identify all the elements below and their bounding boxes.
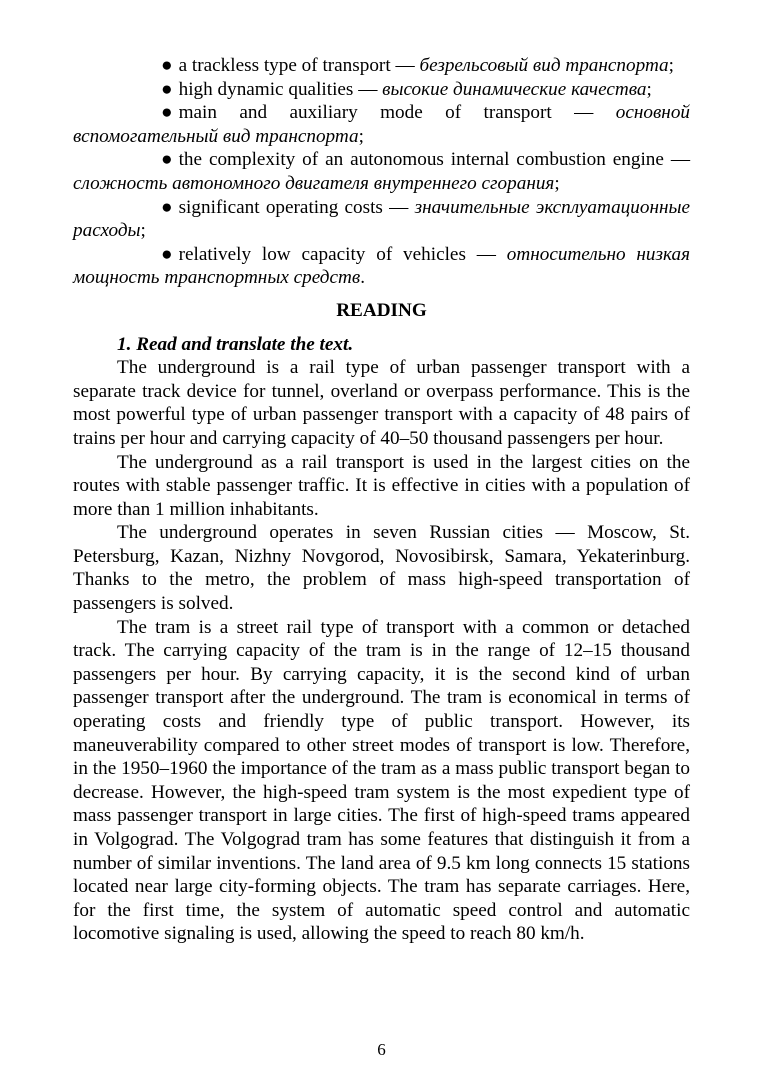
page-content xyxy=(73,54,690,946)
paragraph: The underground is a rail type of urban passenger transport with a separate track device for tunnel, overland or overpass performance. This is the most powerful type of urban passenger transport with a capacity of 48 pairs of trains per hour and carrying capacity of 40–50 thousand passengers per hour. xyxy=(73,357,690,449)
vocab-end: ; xyxy=(646,78,652,100)
vocab-russian: высокие динамические качества xyxy=(382,78,647,100)
vocab-end: ; xyxy=(140,220,146,242)
vocab-russian: значительные эксплуатационные расходы xyxy=(73,196,690,242)
vocab-end: . xyxy=(360,267,365,289)
vocab-end: ; xyxy=(358,125,364,147)
vocab-end: ; xyxy=(554,172,560,194)
vocab-dash: — xyxy=(382,196,415,218)
task-instruction: 1. Read and translate the text. xyxy=(117,333,354,355)
bullet-icon: ● xyxy=(161,243,173,265)
vocab-english: a trackless type of transport xyxy=(178,55,391,76)
reading-text xyxy=(73,356,690,946)
vocab-dash: — xyxy=(551,102,616,124)
vocab-dash: — xyxy=(390,55,420,76)
bullet-icon: ● xyxy=(161,149,173,171)
bullet-icon: ● xyxy=(161,55,173,76)
vocab-dash: — xyxy=(465,243,507,265)
vocab-russian: относительно низкая мощность транспортных средств xyxy=(73,243,691,289)
vocab-dash: — xyxy=(353,78,383,100)
bullet-icon: ● xyxy=(161,196,173,218)
vocab-item xyxy=(73,78,690,102)
paragraph: The tram is a street rail type of transport with a common or detached track. The carrying capacity of the tram is in the range of 12–15 thousand passengers per hour. By carrying capacity, it is the second kind of urban passenger transport after the underground. The tram is economical in terms of operating costs and friendly type of public transport. However, its maneuverability compared to other street modes of transport is low. Therefore, in the 1950–1960 the importance of the tram as a mass public transport began to decrease. However, the high-speed tram system is the most expedient type of mass passenger transport in large cities. The first of high-speed trams appeared in Volgograd. The Volgograd tram has some features that distinguish it from a number of similar inventions. The land area of 9.5 km long connects 15 stations located near large city-forming objects. The tram has separate carriages. Here, for the first time, the system of automatic speed control and automatic locomotive signaling is used, allowing the speed to reach 80 km/h. xyxy=(73,616,690,945)
vocab-russian: основной вспомогательный вид транспорта xyxy=(73,102,691,147)
paragraph: The underground as a rail transport is used in the largest cities on the routes with stable passenger traffic. It is effective in cities with a population of more than 1 million inhabitants. xyxy=(73,451,690,520)
vocab-english: high dynamic qualities xyxy=(178,78,354,100)
vocab-item xyxy=(73,148,690,195)
vocab-russian: сложность автономного двигателя внутреннего сгорания xyxy=(73,172,555,194)
vocab-english: relatively low capacity of vehicles xyxy=(178,243,466,265)
vocab-english: significant operating costs xyxy=(178,196,383,218)
vocab-russian: безрельсовый вид транспорта xyxy=(419,55,669,76)
vocabulary-list xyxy=(73,54,690,290)
paragraph: The underground operates in seven Russian cities — Moscow, St. Petersburg, Kazan, Nizhny Novgorod, Novosibirsk, Samara, Yekaterinburg. Thanks to the metro, the problem of mass high-speed transportation of passengers is solved. xyxy=(73,522,690,615)
vocab-english: main and auxiliary mode of transport xyxy=(178,102,552,124)
vocab-dash: — xyxy=(663,149,691,171)
vocab-item xyxy=(73,196,690,243)
bullet-icon: ● xyxy=(161,102,173,124)
vocab-item xyxy=(73,243,690,290)
vocab-item xyxy=(73,101,690,148)
vocab-english: the complexity of an autonomous internal combustion engine xyxy=(178,149,664,171)
section-title: READING xyxy=(336,299,427,321)
vocab-end: ; xyxy=(668,55,674,76)
page-number: 6 xyxy=(377,1040,386,1059)
vocab-item xyxy=(73,54,690,78)
bullet-icon: ● xyxy=(161,78,173,100)
